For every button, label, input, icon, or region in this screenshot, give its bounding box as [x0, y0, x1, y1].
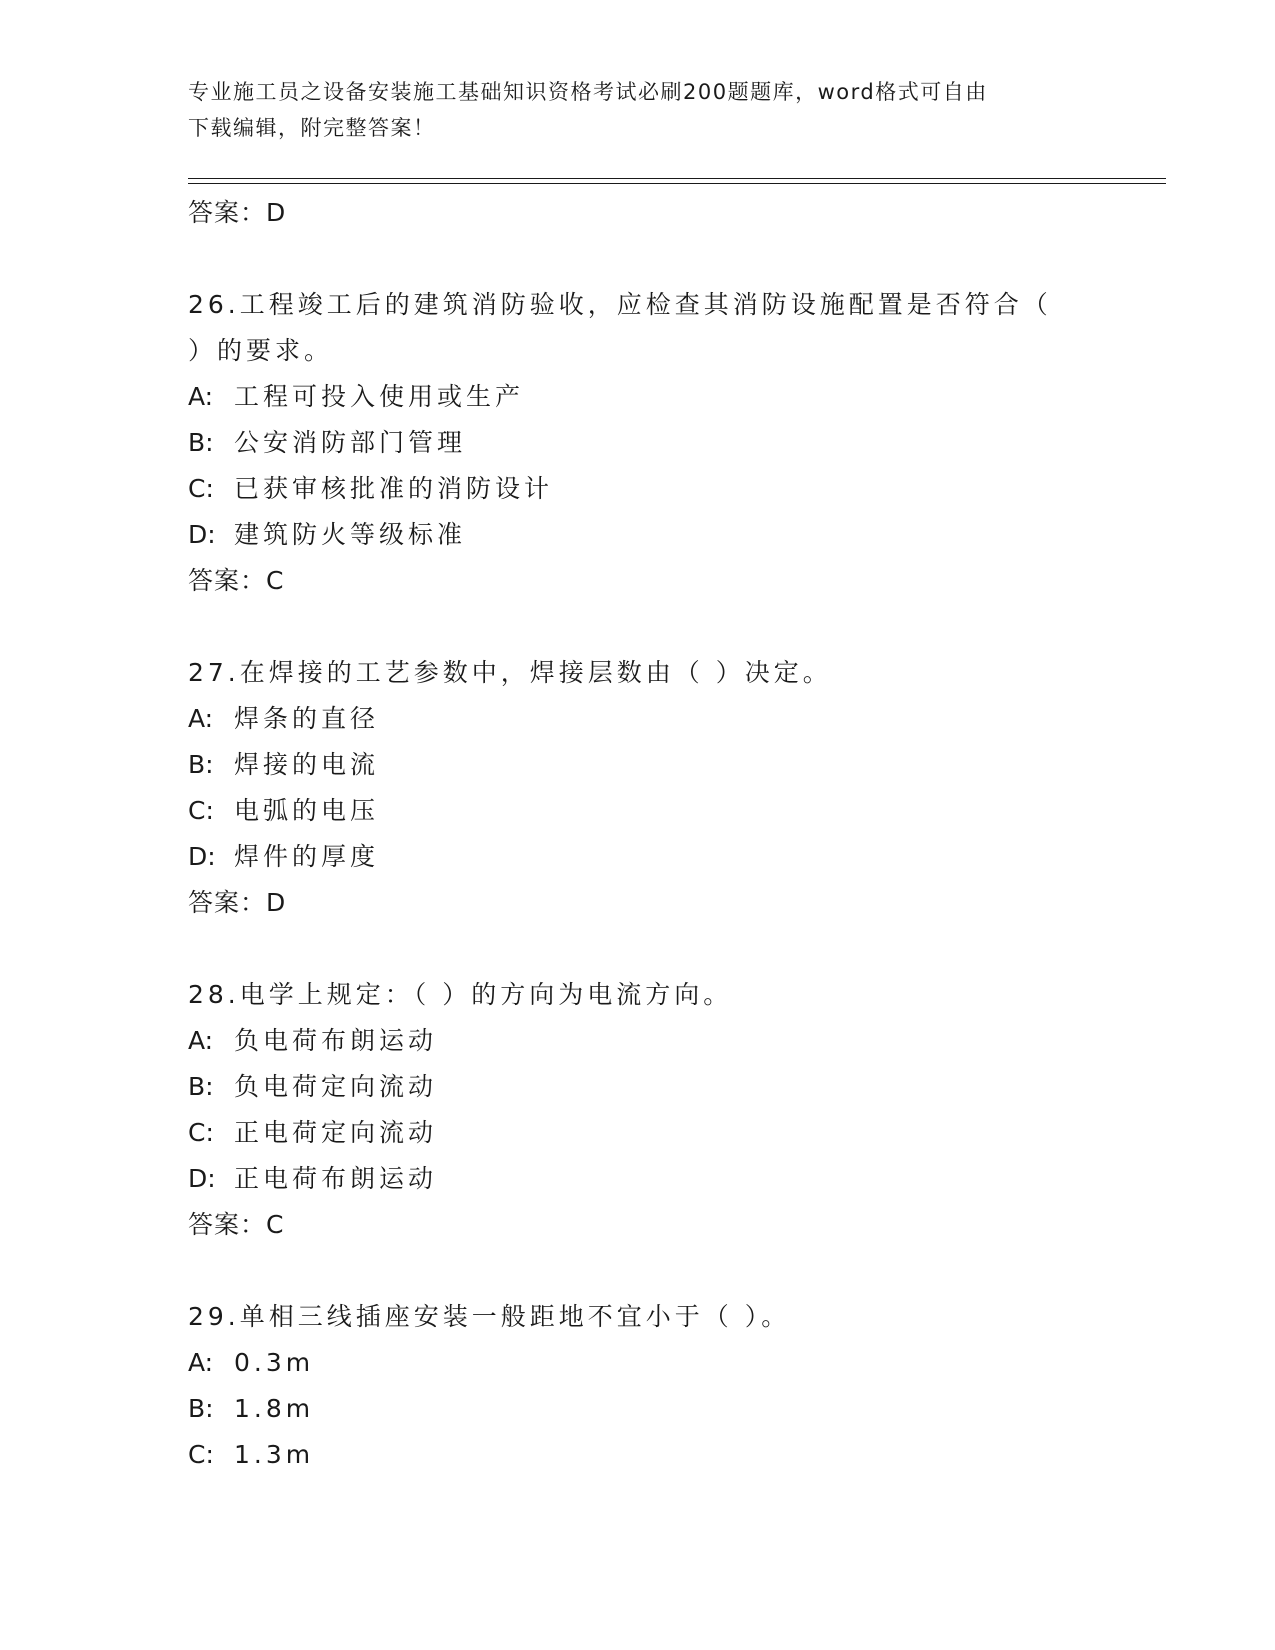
option-b [188, 742, 1088, 788]
option-a [188, 1340, 1088, 1386]
option-key: A: [188, 704, 214, 733]
option-key: C: [188, 1440, 214, 1469]
option-text: 焊条的直径 [234, 704, 380, 733]
option-d [188, 512, 1088, 558]
option-key: B: [188, 428, 214, 457]
question-28 [188, 972, 1088, 1248]
spacer [188, 236, 1088, 282]
question-list [188, 190, 1088, 1478]
spacer [188, 1248, 1088, 1294]
header-rule-top [188, 178, 1166, 179]
option-c [188, 1110, 1088, 1156]
answer-line: 答案：C [188, 566, 285, 595]
option-key: D: [188, 520, 216, 549]
option-c [188, 788, 1088, 834]
question-27 [188, 650, 1088, 926]
option-key: D: [188, 1164, 216, 1193]
option-text: 负电荷定向流动 [234, 1072, 438, 1101]
option-text: 电弧的电压 [234, 796, 380, 825]
option-text: 0.3m [234, 1348, 315, 1377]
option-text: 焊件的厚度 [234, 842, 380, 871]
option-key: C: [188, 796, 214, 825]
option-text: 焊接的电流 [234, 750, 380, 779]
option-text: 正电荷布朗运动 [234, 1164, 438, 1193]
question-stem: 28.电学上规定：（ ）的方向为电流方向。 [188, 980, 733, 1009]
option-b [188, 1064, 1088, 1110]
answer-line: 答案：D [188, 198, 287, 227]
option-text: 已获审核批准的消防设计 [234, 474, 554, 503]
option-key: B: [188, 1072, 214, 1101]
option-b [188, 1386, 1088, 1432]
option-text: 工程可投入使用或生产 [234, 382, 525, 411]
option-a [188, 696, 1088, 742]
header-rule-bottom [188, 183, 1166, 184]
option-text: 建筑防火等级标准 [234, 520, 467, 549]
question-26 [188, 282, 1088, 604]
option-text: 负电荷布朗运动 [234, 1026, 438, 1055]
option-text: 公安消防部门管理 [234, 428, 467, 457]
document-header [188, 74, 1088, 146]
option-a [188, 374, 1088, 420]
spacer [188, 926, 1088, 972]
answer-line: 答案：C [188, 1210, 285, 1239]
question-stem: 29.单相三线插座安装一般距地不宜小于（ ）。 [188, 1302, 791, 1331]
answer-line: 答案：D [188, 888, 287, 917]
option-b [188, 420, 1088, 466]
option-d [188, 834, 1088, 880]
question-stem-continued: ）的要求。 [188, 336, 334, 365]
option-key: C: [188, 474, 214, 503]
option-text: 正电荷定向流动 [234, 1118, 438, 1147]
option-d [188, 1156, 1088, 1202]
option-key: A: [188, 1348, 214, 1377]
question-29 [188, 1294, 1088, 1478]
option-key: C: [188, 1118, 214, 1147]
option-key: A: [188, 382, 214, 411]
option-key: D: [188, 842, 216, 871]
spacer [188, 604, 1088, 650]
header-line-1: 专业施工员之设备安装施工基础知识资格考试必刷200题题库，word格式可自由 [188, 80, 988, 104]
option-text: 1.3m [234, 1440, 315, 1469]
option-key: A: [188, 1026, 214, 1055]
option-key: B: [188, 1394, 214, 1423]
option-key: B: [188, 750, 214, 779]
header-line-2: 下载编辑，附完整答案！ [188, 116, 436, 140]
option-c [188, 466, 1088, 512]
option-a [188, 1018, 1088, 1064]
option-text: 1.8m [234, 1394, 315, 1423]
question-stem: 27.在焊接的工艺参数中，焊接层数由（ ）决定。 [188, 658, 832, 687]
option-c [188, 1432, 1088, 1478]
question-stem: 26.工程竣工后的建筑消防验收，应检查其消防设施配置是否符合（ [188, 290, 1052, 319]
